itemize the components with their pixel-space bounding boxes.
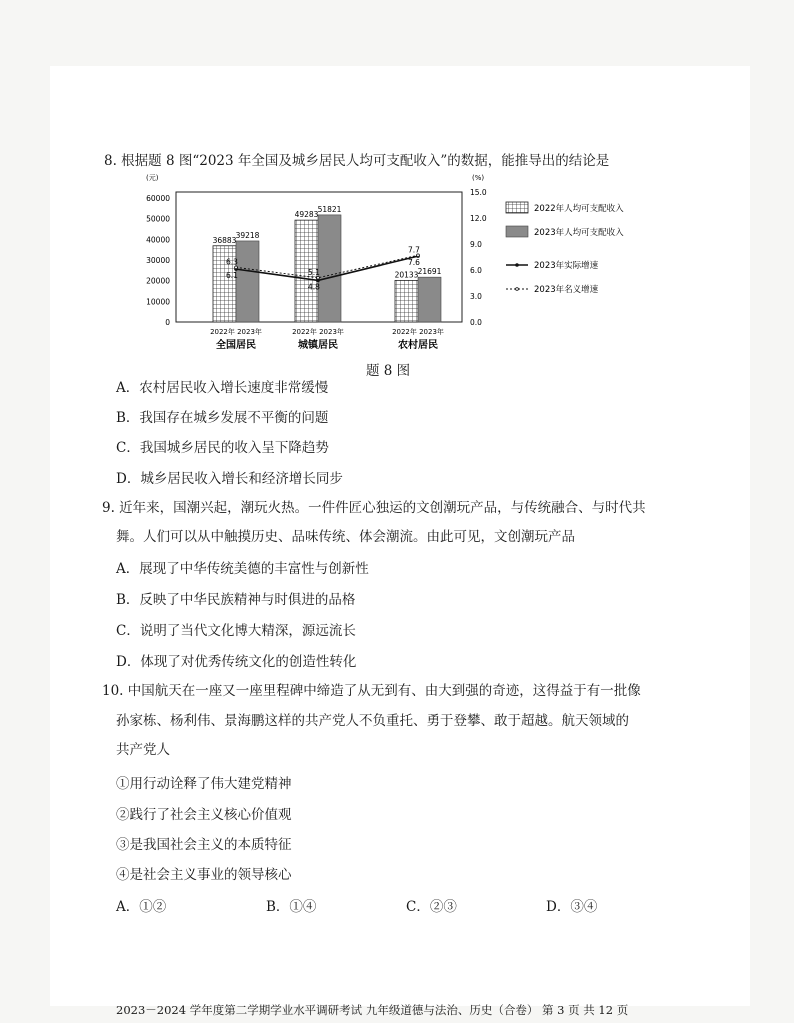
right-tick-label: 12.0 xyxy=(470,214,487,223)
group-label: 城镇居民 xyxy=(298,340,338,351)
q10-choice-b: B．①④ xyxy=(266,899,317,915)
q9-option-b: B．反映了中华民族精神与时俱进的品格 xyxy=(116,592,356,608)
bar-2023-1 xyxy=(236,241,259,322)
legend-label-2022: 2022年人均可支配收入 xyxy=(534,204,624,214)
right-tick-label: 6.0 xyxy=(470,266,482,275)
figure-caption: 题 8 图 xyxy=(366,363,411,379)
left-tick-label: 60000 xyxy=(146,194,170,203)
right-tick-label: 3.0 xyxy=(470,292,482,301)
real-growth-label: 4.8 xyxy=(308,282,320,292)
right-axis-unit: (%) xyxy=(472,174,485,182)
q8-option-a: A．农村居民收入增长速度非常缓慢 xyxy=(116,380,329,396)
bar-2022-3 xyxy=(395,280,418,322)
left-tick-label: 10000 xyxy=(146,297,170,307)
income-chart xyxy=(136,168,656,360)
bar-2023-2 xyxy=(318,215,341,322)
right-tick-label: 9.0 xyxy=(470,240,482,249)
question-10-line-1: 10. 中国航天在一座又一座里程碑中缔造了从无到有、由大到强的奇迹，这得益于有一批像 xyxy=(102,683,641,699)
legend-marker-real xyxy=(515,263,519,267)
q10-statement-1: ①用行动诠释了伟大建党精神 xyxy=(116,776,292,792)
bar-value-label: 49283 xyxy=(294,210,319,220)
right-tick-label: 15.0 xyxy=(470,188,487,197)
bar-year-label: 2022年 2023年 xyxy=(392,328,444,336)
legend-marker-nominal xyxy=(516,288,519,291)
group-label: 农村居民 xyxy=(398,340,438,351)
bar-value-label: 20133 xyxy=(394,270,419,280)
q10-statement-3: ③是我国社会主义的本质特征 xyxy=(116,837,292,853)
legend-label-real: 2023年实际增速 xyxy=(534,261,599,271)
q9-option-c: C．说明了当代文化博大精深，源远流长 xyxy=(116,623,356,639)
left-tick-label: 30000 xyxy=(146,256,170,265)
question-10-line-3: 共产党人 xyxy=(116,742,170,758)
nominal-growth-label: 7.7 xyxy=(408,245,420,255)
legend-swatch-2023 xyxy=(506,226,528,237)
left-tick-label: 50000 xyxy=(146,214,170,224)
legend-label-2023: 2023年人均可支配收入 xyxy=(534,228,624,238)
q8-option-d: D．城乡居民收入增长和经济增长同步 xyxy=(116,471,343,487)
q9-option-a: A．展现了中华传统美德的丰富性与创新性 xyxy=(116,561,369,577)
nominal-growth-point-2 xyxy=(317,276,320,279)
q8-option-b: B．我国存在城乡发展不平衡的问题 xyxy=(116,410,329,426)
question-8-stem: 8. 根据题 8 图“2023 年全国及城乡居民人均可支配收入”的数据，能推导出的结论是 xyxy=(104,153,610,169)
q10-choice-c: C．②③ xyxy=(406,899,457,915)
bar-value-label: 21691 xyxy=(417,267,442,277)
left-axis-unit: (元) xyxy=(146,174,159,182)
q10-statement-2: ②践行了社会主义核心价值观 xyxy=(116,807,292,823)
q9-option-d: D．体现了对优秀传统文化的创造性转化 xyxy=(116,654,357,670)
nominal-growth-label: 5.1 xyxy=(308,267,320,277)
q8-option-c: C．我国城乡居民的收入呈下降趋势 xyxy=(116,440,329,456)
q10-statement-4: ④是社会主义事业的领导核心 xyxy=(116,867,292,883)
left-tick-label: 20000 xyxy=(146,276,170,286)
real-growth-label: 6.1 xyxy=(226,271,238,281)
real-growth-label: 7.6 xyxy=(408,258,420,268)
page-footer: 2023－2024 学年度第二学期学业水平调研考试 九年级道德与法治、历史（合卷） 第 3 页 共 12 页 xyxy=(116,1003,629,1017)
question-9-line-2: 舞。人们可以从中触摸历史、品味传统、体会潮流。由此可见，文创潮玩产品 xyxy=(116,529,575,545)
left-tick-label: 40000 xyxy=(146,235,170,245)
legend-label-nominal: 2023年名义增速 xyxy=(534,285,599,295)
bar-year-label: 2022年 2023年 xyxy=(292,328,344,336)
bar-value-label: 51821 xyxy=(317,204,342,214)
bar-year-label: 2022年 2023年 xyxy=(210,328,262,336)
q10-choice-d: D．③④ xyxy=(546,899,598,915)
left-tick-label: 0 xyxy=(165,318,170,327)
nominal-growth-point-3 xyxy=(417,254,420,257)
question-10-line-2: 孙家栋、杨利伟、景海鹏这样的共产党人不负重托、勇于登攀、敢于超越。航天领域的 xyxy=(116,713,629,729)
group-label: 全国居民 xyxy=(216,340,256,351)
bar-value-label: 36883 xyxy=(212,235,237,245)
q10-choice-a: A．①② xyxy=(116,899,167,915)
right-tick-label: 0.0 xyxy=(470,318,482,327)
bar-value-label: 39218 xyxy=(235,230,260,240)
bar-2023-3 xyxy=(418,277,441,322)
nominal-growth-point-1 xyxy=(235,266,238,269)
legend-swatch-2022 xyxy=(506,202,528,213)
nominal-growth-label: 6.3 xyxy=(226,257,238,267)
question-9-line-1: 9. 近年来，国潮兴起，潮玩火热。一件件匠心独运的文创潮玩产品，与传统融合、与时代共 xyxy=(102,500,646,516)
